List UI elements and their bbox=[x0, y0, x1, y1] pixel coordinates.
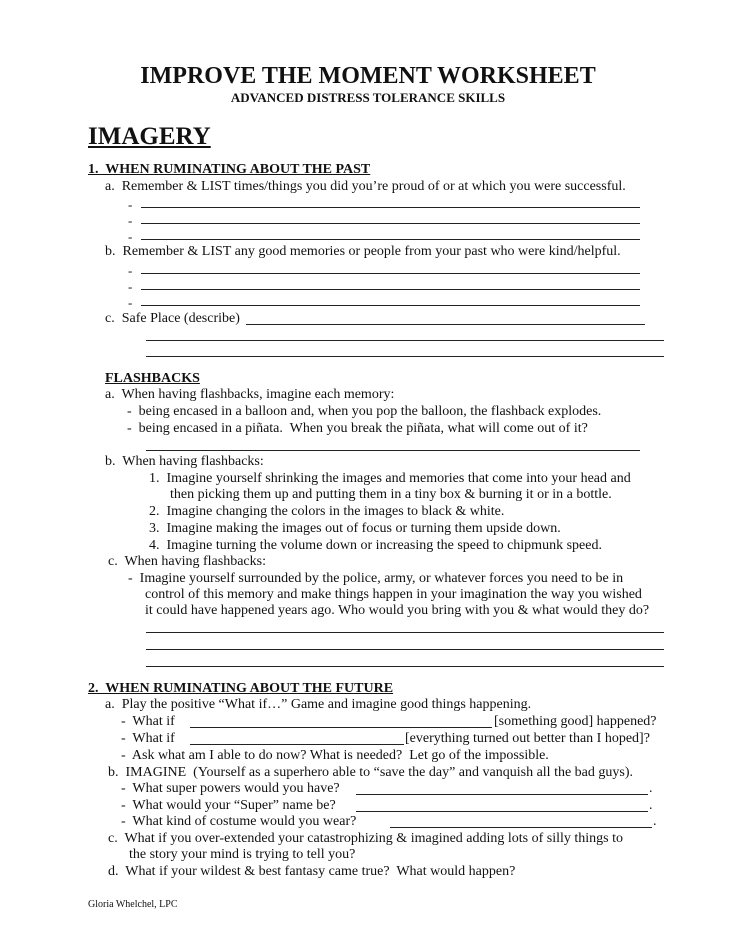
flashbacks-b-1: 1. Imagine yourself shrinking the images and memories that come into your head and bbox=[149, 471, 631, 486]
flashbacks-a-pinata: - being encased in a piñata. When you break the piñata, what will come out of it? bbox=[127, 421, 588, 436]
answer-line[interactable] bbox=[141, 273, 640, 274]
what-if-2-suffix: [everything turned out better than I hoped]? bbox=[405, 731, 650, 746]
super-name-label: - What would your “Super” name be? bbox=[121, 798, 336, 813]
flashbacks-b-2: 2. Imagine changing the colors in the images to black & white. bbox=[149, 504, 505, 519]
section-heading-imagery: IMAGERY bbox=[88, 123, 211, 150]
answer-line[interactable] bbox=[146, 632, 664, 633]
flashbacks-item-c: c. When having flashbacks: bbox=[108, 554, 266, 569]
worksheet-subtitle: ADVANCED DISTRESS TOLERANCE SKILLS bbox=[230, 90, 506, 105]
dash-marker: - bbox=[128, 229, 133, 244]
what-if-1-suffix: [something good] happened? bbox=[494, 714, 657, 729]
period-mark: . bbox=[649, 781, 653, 796]
flashbacks-b-3: 3. Imagine making the images out of focus or turning them upside down. bbox=[149, 521, 561, 536]
flashbacks-item-a: a. When having flashbacks, imagine each memory: bbox=[105, 387, 395, 402]
dash-marker: - bbox=[128, 279, 133, 294]
answer-line[interactable] bbox=[141, 223, 640, 224]
superpowers-label: - What super powers would you have? bbox=[121, 781, 340, 796]
costume-line[interactable] bbox=[390, 827, 652, 828]
safe-place-line[interactable] bbox=[146, 356, 664, 357]
flashbacks-c-text-3: it could have happened years ago. Who would you bring with you & what would they do? bbox=[145, 603, 650, 618]
section-1-heading: 1. WHEN RUMINATING ABOUT THE PAST bbox=[88, 162, 371, 177]
dash-marker: - bbox=[128, 295, 133, 310]
flashbacks-heading: FLASHBACKS bbox=[105, 371, 200, 386]
section-2-heading: 2. WHEN RUMINATING ABOUT THE FUTURE bbox=[88, 681, 394, 696]
flashbacks-item-b: b. When having flashbacks: bbox=[105, 454, 264, 469]
safe-place-line[interactable] bbox=[146, 340, 664, 341]
period-mark: . bbox=[649, 798, 653, 813]
worksheet-title: IMPROVE THE MOMENT WORKSHEET bbox=[140, 63, 596, 89]
what-if-1-line[interactable] bbox=[190, 727, 492, 728]
flashbacks-c-text-1: - Imagine yourself surrounded by the police, army, or whatever forces you need to be in bbox=[128, 571, 624, 586]
period-mark: . bbox=[653, 814, 657, 829]
answer-line[interactable] bbox=[141, 239, 640, 240]
answer-line[interactable] bbox=[146, 649, 664, 650]
item-2a-ask: - Ask what am I able to do now? What is needed? Let go of the impossible. bbox=[121, 748, 549, 763]
item-2c: c. What if you over-extended your catastrophizing & imagined adding lots of silly things to bbox=[108, 831, 624, 846]
dash-marker: - bbox=[128, 213, 133, 228]
super-name-line[interactable] bbox=[356, 811, 648, 812]
what-if-1-label: - What if bbox=[121, 714, 175, 729]
item-2a: a. Play the positive “What if…” Game and imagine good things happening. bbox=[105, 697, 532, 712]
what-if-2-line[interactable] bbox=[190, 744, 404, 745]
answer-line[interactable] bbox=[146, 666, 664, 667]
dash-marker: - bbox=[128, 263, 133, 278]
item-2c-cont: the story your mind is trying to tell you? bbox=[129, 847, 356, 862]
answer-line[interactable] bbox=[146, 450, 640, 451]
item-1c: c. Safe Place (describe) bbox=[105, 311, 240, 326]
answer-line[interactable] bbox=[141, 289, 640, 290]
flashbacks-b-1-cont: then picking them up and putting them in a tiny box & burning it or in a bottle. bbox=[170, 487, 612, 502]
flashbacks-c-text-2: control of this memory and make things happen in your imagination the way you wished bbox=[145, 587, 642, 602]
footer-author: Gloria Whelchel, LPC bbox=[88, 899, 178, 910]
item-1b: b. Remember & LIST any good memories or people from your past who were kind/helpful. bbox=[105, 244, 621, 259]
item-1a: a. Remember & LIST times/things you did you’re proud of or at which you were successful. bbox=[105, 179, 626, 194]
flashbacks-a-balloon: - being encased in a balloon and, when you pop the balloon, the flashback explodes. bbox=[127, 404, 602, 419]
superpowers-line[interactable] bbox=[356, 794, 648, 795]
item-2b: b. IMAGINE (Yourself as a superhero able to “save the day” and vanquish all the bad guys). bbox=[108, 765, 633, 780]
answer-line[interactable] bbox=[141, 207, 640, 208]
item-2d: d. What if your wildest & best fantasy came true? What would happen? bbox=[108, 864, 516, 879]
flashbacks-b-4: 4. Imagine turning the volume down or increasing the speed to chipmunk speed. bbox=[149, 538, 602, 553]
costume-label: - What kind of costume would you wear? bbox=[121, 814, 357, 829]
answer-line[interactable] bbox=[141, 305, 640, 306]
dash-marker: - bbox=[128, 197, 133, 212]
safe-place-line[interactable] bbox=[246, 324, 645, 325]
what-if-2-label: - What if bbox=[121, 731, 175, 746]
